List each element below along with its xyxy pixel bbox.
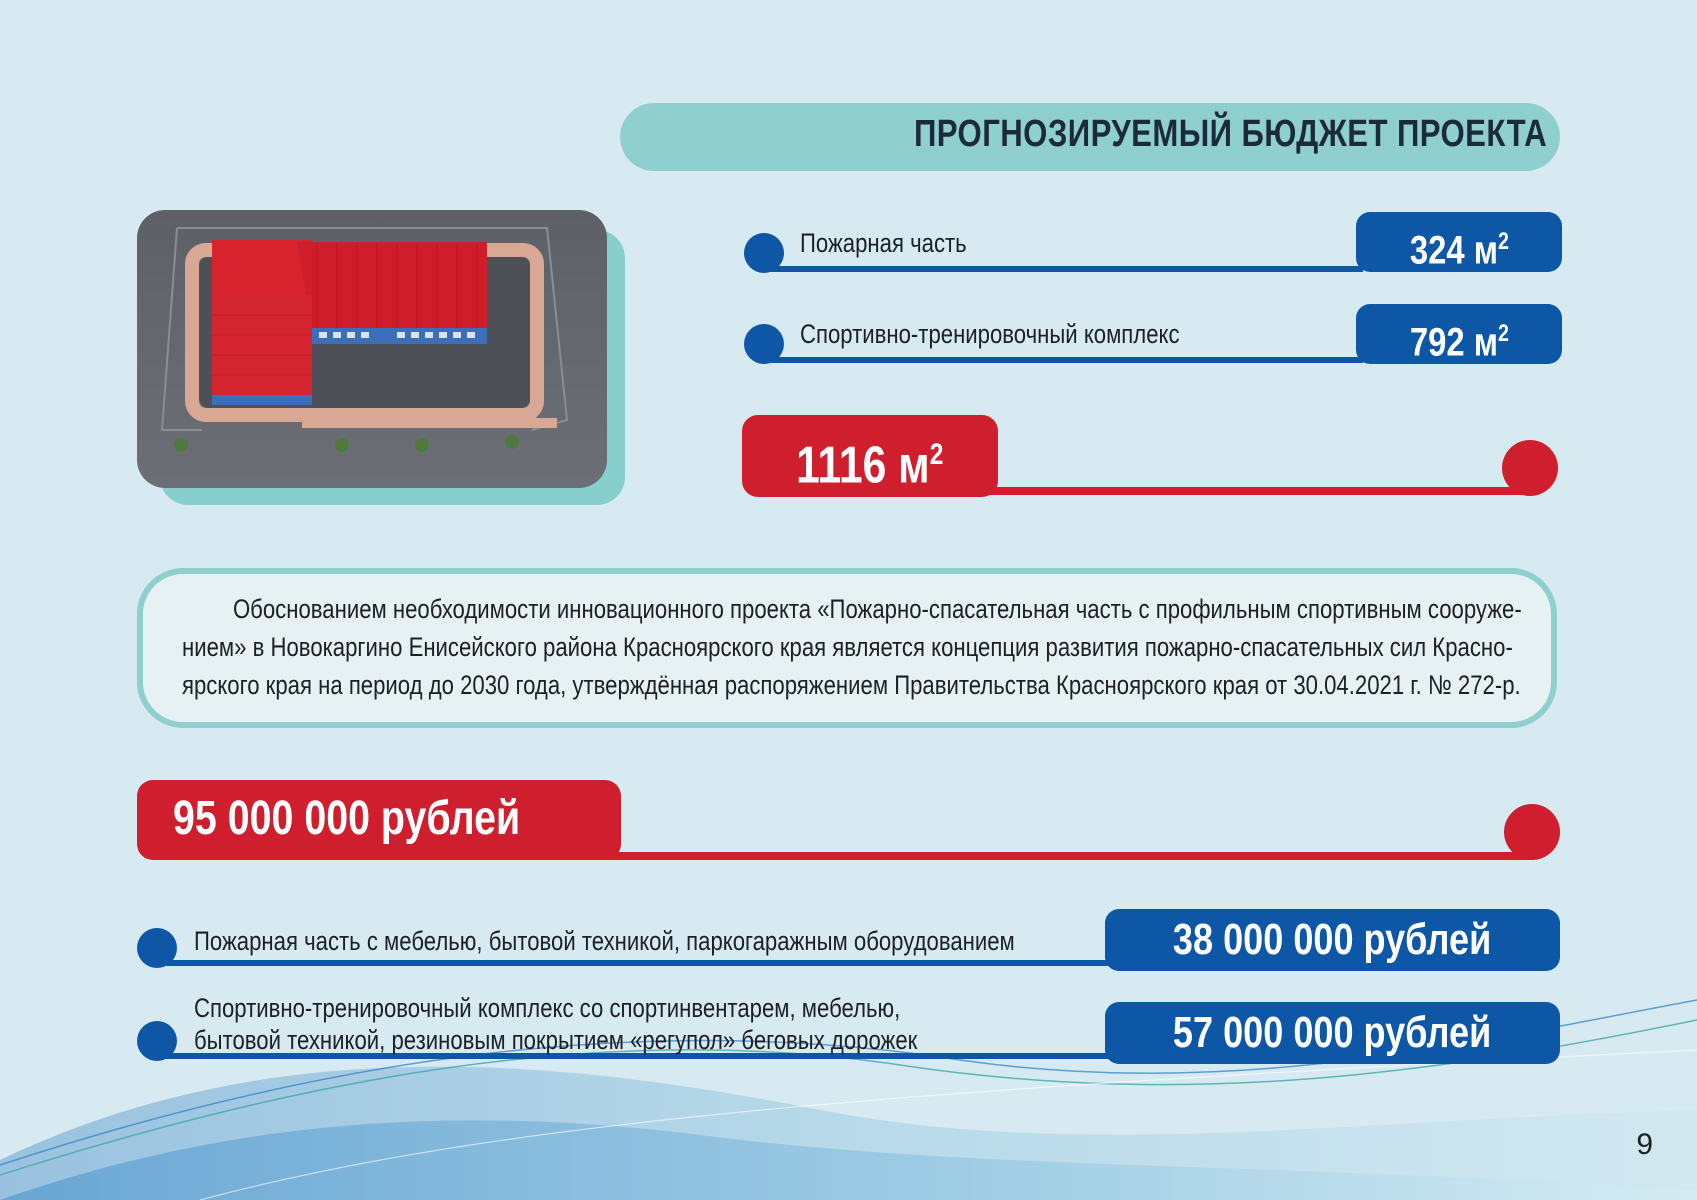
bullet-dot bbox=[137, 1021, 177, 1061]
area-row-line bbox=[763, 357, 1363, 363]
area-row-line bbox=[763, 266, 1363, 272]
area-value-badge: 324 $м^2$ bbox=[1356, 212, 1562, 272]
justification-line: ярского края на период до 2030 года, утверждённая распоряжением Правительства Красноярского края от 30.04.2021 г. № 272-р. bbox=[182, 670, 1521, 700]
area-label: Спортивно-тренировочный комплекс bbox=[800, 319, 1180, 349]
bullet-dot bbox=[137, 928, 177, 968]
justification-line: Обоснованием необходимости инновационного проекта «Пожарно-спасательная часть с профильным спортивным сооруже- bbox=[232, 594, 1522, 624]
area-label: Пожарная часть bbox=[800, 228, 967, 258]
justification-line: нием» в Новокаргино Енисейского района Красноярского края является концепция развития пожарно-спасательных сил Красно- bbox=[182, 632, 1513, 662]
cost-row-line bbox=[156, 960, 1156, 966]
cost-label: Спортивно-тренировочный комплекс со спортинвентарем, мебелью, бытовой техникой, резиновым покрытием «регупол» беговых дорожек bbox=[194, 993, 918, 1055]
page-title-text: ПРОГНОЗИРУЕМЫЙ БЮДЖЕТ ПРОЕКТА bbox=[913, 113, 1547, 155]
area-value-badge: 792 $м^2$ bbox=[1356, 304, 1562, 364]
cost-value-badge: 57 000 000 рублей bbox=[1105, 1002, 1560, 1064]
bullet-dot-red bbox=[1504, 804, 1560, 860]
building-render-image bbox=[137, 210, 607, 488]
bullet-dot bbox=[744, 324, 784, 364]
bullet-dot bbox=[744, 233, 784, 273]
page-title bbox=[775, 113, 1547, 156]
cost-label: Пожарная часть с мебелью, бытовой техникой, паркогаражным оборудованием bbox=[194, 926, 1015, 956]
total-cost-badge: 95 000 000 рублей bbox=[137, 780, 621, 860]
justification-text bbox=[182, 590, 1522, 704]
cost-value-badge: 38 000 000 рублей bbox=[1105, 909, 1560, 971]
total-area-badge: 1116 $м^2$ bbox=[742, 415, 998, 497]
page-number: 9 bbox=[1636, 1128, 1653, 1161]
bullet-dot-red bbox=[1502, 440, 1558, 496]
